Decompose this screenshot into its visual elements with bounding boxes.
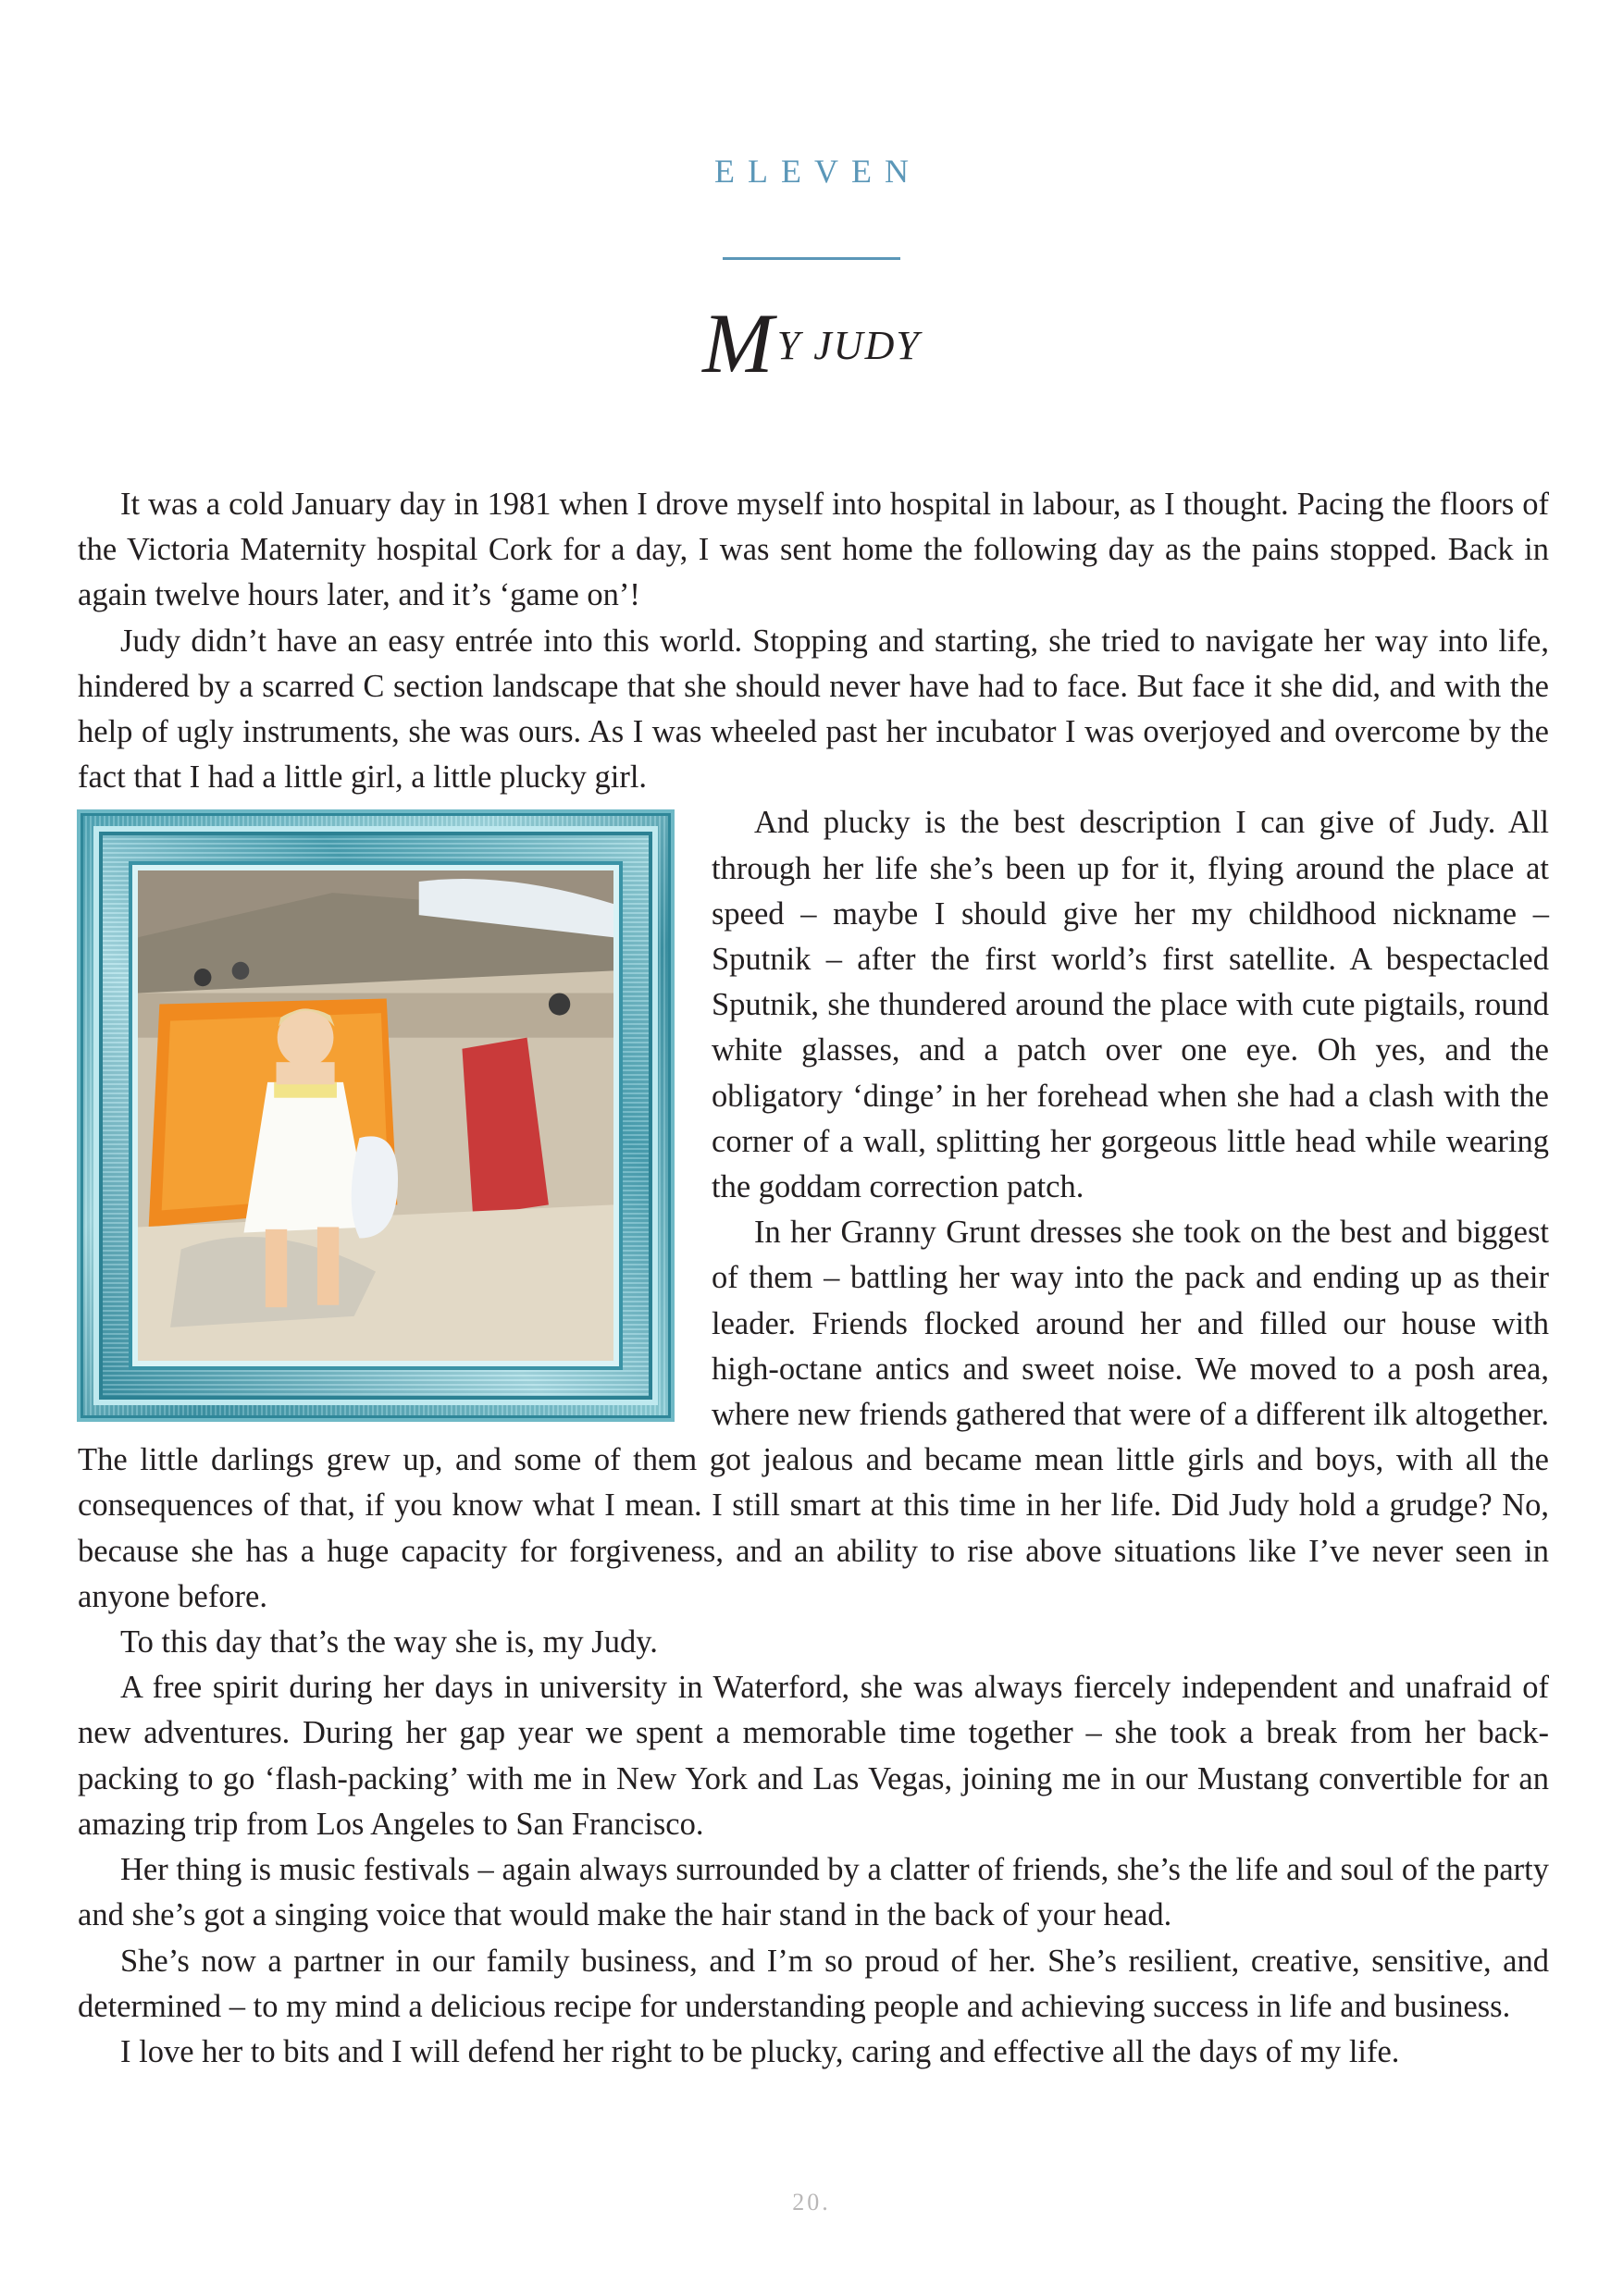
chapter-number: ELEVEN: [714, 153, 922, 190]
title-divider: [723, 257, 900, 260]
paragraph-4: In her Granny Grunt dresses she took on the best and biggest of them – battling her way into the pack and ending up as their leader. Friends flocked around her and filled our house with high-octane antics and sweet noise. We moved to a posh area, where new friends gathered that were of a different ilk altogether. The little darlings grew up, and some of them got jealous and became mean little girls and boys, with all the consequences of that, if you know what I mean. I still smart at this time in her life. Did Judy hold a grudge? No, because she has a huge capacity for forgiveness, and an ability to rise above situations like I’ve never seen in anyone before.: [78, 1215, 1549, 1614]
chapter-title-initial: M: [702, 296, 775, 390]
photo-of-girl-on-beach: [132, 865, 619, 1366]
paragraph-9: I love her to bits and I will defend her right to be plucky, caring and effective all the days of my life.: [120, 2033, 1400, 2069]
chapter-title-rest: Y JUDY: [776, 323, 921, 368]
paragraph-1: It was a cold January day in 1981 when I drove myself into hospital in labour, as I thought. Pacing the floors of the Victoria Maternity hospital Cork for a day, I was sent home the following day as the pains stopped. Back in again twelve hours later, and it’s ‘game on’!: [78, 487, 1549, 613]
paragraph-5: To this day that’s the way she is, my Judy.: [120, 1624, 658, 1660]
photo-illustration: [138, 870, 613, 1361]
framed-photo: [77, 809, 675, 1422]
paragraph-6: A free spirit during her days in university in Waterford, she was always fiercely independent and unafraid of new adventures. During her gap year we spent a memorable time together – she took a break from her back-packing to go ‘flash-packing’ with me in New York and Las Vegas, joining me in our Mustang convertible for an amazing trip from Los Angeles to San Francisco.: [78, 1670, 1549, 1842]
paragraph-8: She’s now a partner in our family business, and I’m so proud of her. She’s resilient, creative, sensitive, and determined – to my mind a delicious recipe for understanding people and achieving success in life and business.: [78, 1943, 1549, 2024]
chapter-body: [78, 482, 1549, 2075]
paragraph-7: Her thing is music festivals – again always surrounded by a clatter of friends, she’s the life and soul of the party and she’s got a singing voice that would make the hair stand in the back of your head.: [78, 1852, 1549, 1933]
paragraph-3: And plucky is the best description I can give of Judy. All through her life she’s been up for it, flying around the place at speed – maybe I should give her my childhood nickname – Sputnik – after the first world’s first satellite. A bespectacled Sputnik, she thundered around the place with cute pigtails, round white glasses, and a patch over one eye. Oh yes, and the obligatory ‘dinge’ in her forehead when she had a clash with the corner of a wall, splitting her gorgeous little head while wearing the goddam correction patch.: [712, 805, 1549, 1205]
chapter-title: [0, 294, 1623, 392]
page-number: 20.: [792, 2189, 831, 2216]
paragraph-2: Judy didn’t have an easy entrée into this world. Stopping and starting, she tried to navigate her way into life, hindered by a scarred C section landscape that she should never have had to face. But face it she did, and with the help of ugly instruments, she was ours. As I was wheeled past her incubator I was overjoyed and overcome by the fact that I had a little girl, a little plucky girl.: [78, 623, 1549, 796]
